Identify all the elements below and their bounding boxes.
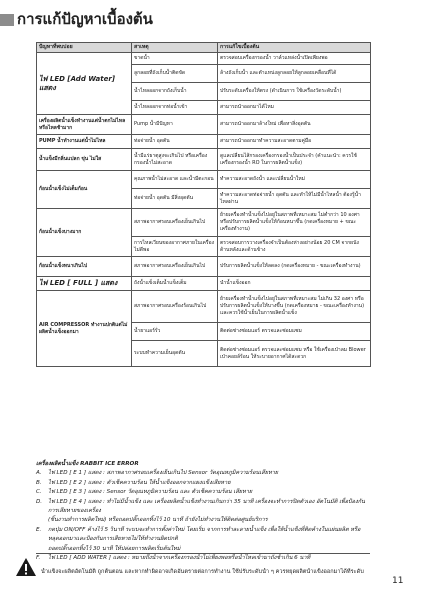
error-code-letter: F. (36, 555, 41, 562)
cause-cell: การไหลเวียนของอากาศภายในเครื่องไม่ดีพอ (132, 237, 218, 257)
error-code-item (36, 516, 370, 525)
problem-cell: น้ำแข็งมีกลิ่นแปลก ขุ่น ไม่ใส (37, 149, 132, 171)
troubleshooting-table (36, 42, 371, 367)
cause-cell: สภาพอากาศรอบเครื่องร้อนเกินไป (132, 291, 218, 323)
solution-cell: ดูแลเปลี่ยนไส้กรองเครื่องกรองน้ำเป็นประจำ (คำแนะนำ: ควรใช้เครื่องกรองน้ำ RO ในการผลิตน้ำแข็ง) (218, 149, 371, 171)
table-row (37, 115, 371, 135)
solution-cell: ตรวจสอบการวางเครื่องจำเป็นต้องห่างอย่างน้อย 20 CM จากผนังด้านหลังและด้านข้าง (218, 237, 371, 257)
header-solution: การแก้ไขเบื้องต้น (218, 43, 371, 53)
error-code-item (36, 488, 370, 497)
error-code-text: ถอดปลั๊กออกทิ้งไว้ 30 นาที ให้ปล่อยการผลิตเริ่มต้นใหม่ (48, 545, 181, 552)
solution-cell: สามารถนำออกมาทำความสะอาดตามคู่มือ (218, 135, 371, 149)
notes-bottom-border (36, 553, 370, 554)
problem-cell: PUMP น้ำทำงานแต่น้ำไม่ไหล (37, 135, 132, 149)
cause-cell: สภาพอากาศรอบเครื่องเย็นเกินไป (132, 257, 218, 277)
cause-cell: ถังน้ำแข็งเต็มน้ำแข็งเต็ม (132, 277, 218, 291)
error-code-item (36, 554, 370, 563)
error-code-text: ไฟ LED [ E 4 ] แสดง : ทำไม่มีน้ำแข็ง และ เครื่องผลิตน้ำแข็งทำงานเกินกว่า 35 นาที เครื่องจะทำการปิดตัวเอง อัตโนมัติ เพื่อป้องกันการเสียหายของเครื่อง (48, 498, 365, 515)
warning-icon (15, 557, 37, 577)
solution-cell: ปรับการผลิตน้ำแข็งให้ลดลง (กดเครื่องหมาย - ขณะเครื่องทำงาน) (218, 257, 371, 277)
error-code-text: ไฟ LED [ E 1 ] แสดง : สภาพอากาศรอบเครื่องเย็นเกินไป Sensor วัดอุณหภูมิความร้อนเสียหาย (48, 470, 279, 477)
header-cause: สาเหตุ (132, 43, 218, 53)
warning-text: น้ำแข็งจะผลิตอัตโนมัติ ถูกต้นตอน และหากทำผิดอาจเกิดอันตรายต่อการทำงาน ใช้ปรับระดับน้ำ ๆ ควรหยุดผลิตน้ำแข็งออกมาได้ที่ระดับ (41, 569, 364, 575)
page-title: การแก้ปัญหาเบื้องต้น (17, 10, 153, 28)
cause-cell: น้ำไหลออกจากถังเก็บน้ำ (132, 83, 218, 101)
solution-cell: ล้างถังเก็บน้ำ และตำแหน่งลูกลอยให้ลูกลอยเคลื่อนที่ได้ (218, 65, 371, 83)
error-code-item (36, 469, 370, 478)
cause-cell: สภาพอากาศรอบเครื่องเย็นเกินไป (132, 209, 218, 237)
error-code-text: ไฟ LED [ E 3 ] แสดง : Sensor วัดอุณหภูมิความร้อน และ ตัวเช็คความร้อน เสียหาย (48, 489, 253, 496)
solution-cell: สามารถนำออกมาล้างใหม่ เพื่อหาสิ่งอุดตัน (218, 115, 371, 135)
cause-cell: คุณภาพน้ำไม่สะอาด และน้ำมีตะกอน (132, 171, 218, 189)
error-code-text: ไฟ LED [ E 2 ] แสดง : ตัวเช็คความร้อน ให้น้ำแข็งออกจากแผงแข็งเสียหาย (48, 479, 231, 486)
solution-cell: ติดต่อช่างซ่อมแอร์ ตรวจและซ่อมแซม หรือ ใช้เครื่องเป่าลม Blower เป่าคอยล์ร้อน ให้ระบายอากาศได้สะดวก (218, 341, 371, 367)
error-code-item (36, 526, 370, 545)
cause-cell: น้ำไหลออกจากท่อน้ำเข้า (132, 101, 218, 115)
error-code-item (36, 498, 370, 517)
solution-cell: ตรวจสอบเครื่องกรองน้ำ วาล์วแหล่งน้ำเปิดเพียงพอ (218, 53, 371, 65)
cause-cell: ท่อจ่ายน้ำ อุดตัน (132, 135, 218, 149)
cause-cell: น้ำมีแร่ธาตุสูงจะเกินไป หรือเครื่องกรองน้ำไม่สะอาด (132, 149, 218, 171)
error-code-text: ไฟ LED [ ADD WATER ] แสดง : หมายถึงน้ำจากเครื่องกรองน้ำไม่เพียงพอหรือน้ำไหลเข้ามาถังช้าเกิน 6 นาที (48, 555, 311, 562)
cause-cell: ระบบทำความเย็นอุดตัน (132, 341, 218, 367)
cause-cell: ท่อจ่ายน้ำ อุดตัน มีสิ่งอุดตัน (132, 189, 218, 209)
solution-cell: ทำความสะอาดถังน้ำ และเปลี่ยนน้ำใหม่ (218, 171, 371, 189)
error-code-letter: C. (36, 489, 42, 496)
error-code-letter: D. (36, 498, 43, 505)
error-code-item (36, 479, 370, 488)
title-marker (0, 14, 14, 26)
table-row (37, 171, 371, 189)
solution-cell: ย้ายเครื่องทำน้ำแข็งไปอยู่ในสภาพที่เหมาะสม ไม่ต่ำกว่า 10 องศา หรือปรับการผลิตน้ำแข็งให้ก้อนหนาขึ้น (กดเครื่องหมาย + ขณะเครื่องทำงาน) (218, 209, 371, 237)
problem-cell: ไฟ LED [ FULL ] แสดง (37, 277, 132, 291)
problem-cell: ไฟ LED [Add Water] แสดง (37, 53, 132, 115)
troubleshooting-table-container (36, 42, 370, 367)
solution-cell: นำน้ำแข็งออก (218, 277, 371, 291)
problem-cell: เครื่องผลิตน้ำแข็งทำงานแต่น้ำตกไม่ไหลหรือไหลช้ามาก (37, 115, 132, 135)
error-code-text: กดปุ่ม ON/OFF ค้างไว้ 5 วินาที ระบบจะทำการตั้งค่าใหม่ โดยเริ่ม จากการทำละลายน้ำแข็ง เพื่อให้น้ำแข็งที่ติดค้างในแผ่นผลิต หรือหลุดออกมาและป้องกันการเสียหายไม่ให้ทำงานผิดปกติ (48, 526, 361, 543)
cause-cell: น้ำยาแอร์รั่ว (132, 323, 218, 341)
error-code-text: (ชิ้นงานทำการผลิตใหม่) หรือถอดปลั๊กออกทิ้งไว้ 10 นาที ถ้ายังไม่ทำงานให้ติดต่อศูนย์บริการ (48, 517, 268, 524)
table-row (37, 291, 371, 323)
cause-cell: Pump น้ำมีปัญหา (132, 115, 218, 135)
cause-cell: ขาดน้ำ (132, 53, 218, 65)
problem-cell: AIR COMPRESSOR ทำงานปกติแต่ไม่ผลิตน้ำแข็งออกมา (37, 291, 132, 367)
table-header-row (37, 43, 371, 53)
table-row (37, 135, 371, 149)
header-problem: ปัญหาที่พบบ่อย (37, 43, 132, 53)
error-codes-section (36, 460, 370, 563)
problem-cell: ก้อนน้ำแข็งหนาเกินไป (37, 257, 132, 277)
solution-cell: ติดต่อช่างซ่อมแอร์ ตรวจและซ่อมแซม (218, 323, 371, 341)
solution-cell: สามารถนำออกมาได้ไหม (218, 101, 371, 115)
solution-cell: ปรับระดับเครื่องให้ตรง (ดำเนินการ ใช้เครื่องวัดระดับน้ำ) (218, 83, 371, 101)
table-row (37, 209, 371, 237)
error-code-letter: B. (36, 479, 42, 486)
error-code-letter: A. (36, 470, 42, 477)
error-code-letter: E. (36, 526, 42, 533)
solution-cell: ย้ายเครื่องทำน้ำแข็งไปอยู่ในสภาพที่เหมาะสม ไม่เกิน 32 องศา หรือปรับการผลิตน้ำแข็งให้บางขึ้น (กดเครื่องหมาย - ขณะเครื่องทำงาน) และควรใช้น้ำเย็นในการผลิตน้ำแข็ง (218, 291, 371, 323)
page-number: 11 (392, 576, 404, 586)
cause-cell: ลูกลอยที่ถังเก็บน้ำติดขัด (132, 65, 218, 83)
problem-cell: ก้อนน้ำแข็งบางมาก (37, 209, 132, 257)
table-row (37, 277, 371, 291)
table-row (37, 257, 371, 277)
problem-cell: ก้อนน้ำแข็งไม่เต็มก้อน (37, 171, 132, 209)
table-row (37, 53, 371, 65)
table-row (37, 149, 371, 171)
error-codes-heading: เครื่องผลิตน้ำแข็ง RABBIT ICE ERROR (36, 461, 139, 467)
solution-cell: ทำความสะอาดท่อจ่ายน้ำ อุดตัน และทำให้ไม่มีน้ำไหลน้ำ ต้องรู้น้ำไหลผ่าน (218, 189, 371, 209)
error-code-letter (36, 516, 48, 525)
